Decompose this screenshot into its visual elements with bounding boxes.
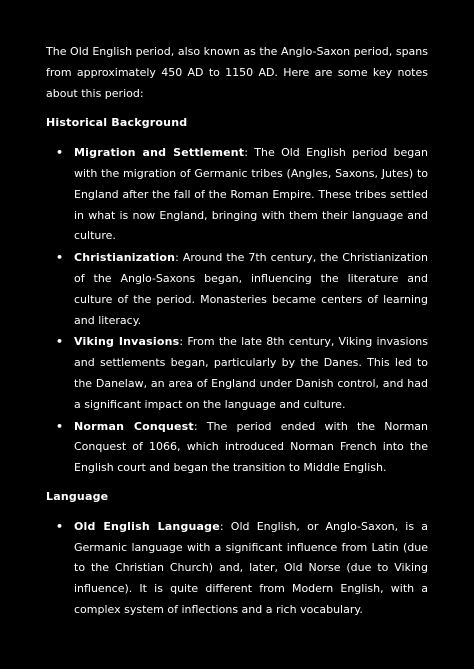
- list-item-migration-and-settlement: [46, 143, 428, 247]
- bullet-icon: •: [56, 251, 64, 265]
- list-item-text: : From the late 8th century, Viking invasions and settlements began, particularly by the Danes. This led to the Danelaw, an area of England under Danish control, and had a significant impact on the language and culture.: [74, 335, 429, 411]
- list-item-text: : Around the 7th century, the Christianization of the Anglo-Saxons began, influencing the literature and culture of the period. Monasteries became centers of learning and literacy.: [74, 251, 428, 327]
- section-heading-language: Language: [46, 489, 109, 503]
- list-item-viking-invasions: [46, 332, 428, 415]
- list-item-text: : The Old English period began with the migration of Germanic tribes (Angles, Saxons, Jutes) to England after the fall of the Roman Empire. These tribes settled in what is now England, bringing with them their language and culture.: [74, 146, 428, 243]
- list-item-term: Norman Conquest: [74, 419, 194, 433]
- section-heading-historical-background: Historical Background: [46, 116, 188, 130]
- list-item-old-english-language: [46, 517, 428, 621]
- list-item-text: : The period ended with the Norman Conquest of 1066, which introduced Norman French into the English court and began the transition to Middle English.: [74, 419, 428, 475]
- intro-paragraph: The Old English period, also known as the Anglo-Saxon period, spans from approximately 450 AD to 1150 AD. Here are some key notes about this period:: [46, 45, 428, 100]
- list-item-term: Migration and Settlement: [74, 146, 245, 160]
- language-list: [46, 517, 428, 621]
- bullet-icon: •: [56, 335, 64, 349]
- bullet-icon: •: [56, 419, 64, 433]
- historical-background-list: [46, 143, 428, 479]
- bullet-icon: •: [56, 146, 64, 160]
- list-item-norman-conquest: [46, 417, 428, 479]
- list-item-text: : Old English, or Anglo-Saxon, is a Germanic language with a significant influence from Latin (due to the Christian Church) and, later, Old Norse (due to Viking influence). It is quite different from Modern English, with a complex system of inflections and a rich vocabulary.: [74, 519, 428, 616]
- list-item-term: Christianization: [74, 251, 176, 265]
- list-item-christianization: [46, 248, 428, 331]
- list-item-term: Old English Language: [74, 519, 220, 533]
- list-item-term: Viking Invasions: [74, 335, 180, 349]
- bullet-icon: •: [56, 519, 64, 533]
